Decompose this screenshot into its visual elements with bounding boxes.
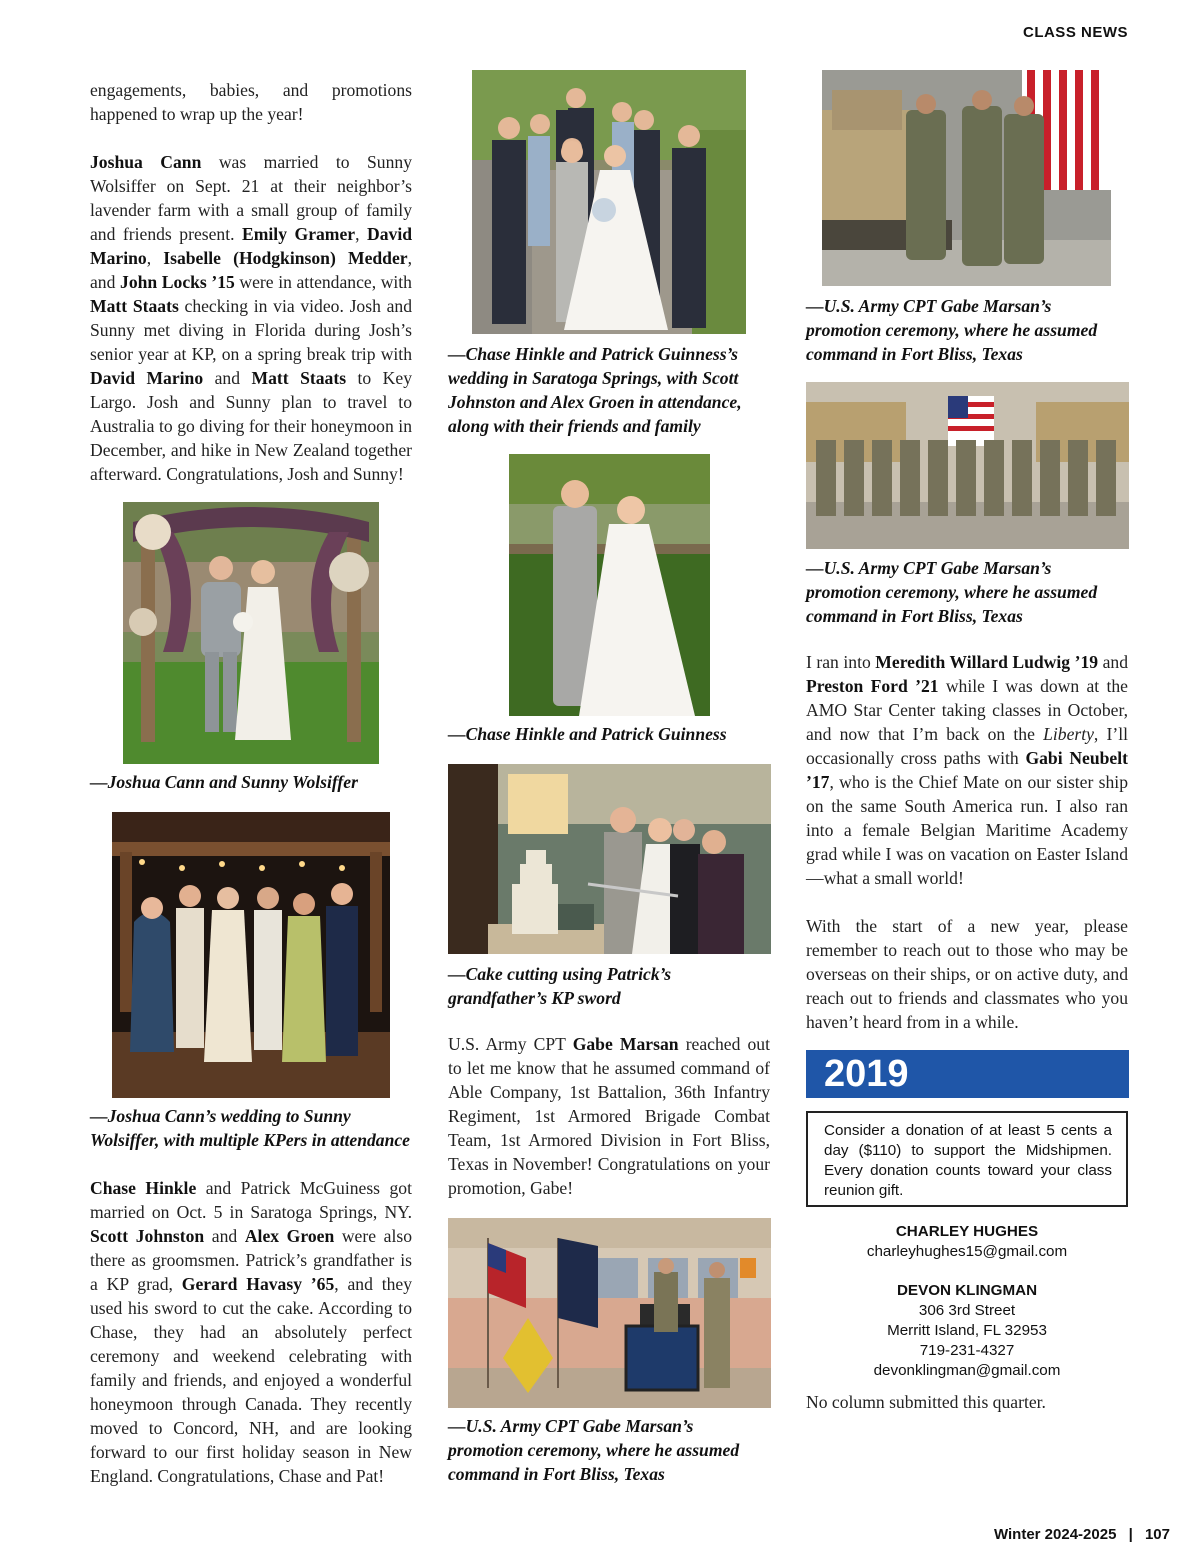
caption-hinkle-guinness: —Chase Hinkle and Patrick Guinness (448, 724, 727, 744)
issue-label: Winter 2024-2025 (993, 1526, 1117, 1543)
contact-name: DEVON KLINGMAN (896, 1282, 1038, 1299)
caption-cann-wolsiffer: —Joshua Cann and Sunny Wolsiffer (90, 772, 358, 792)
contact-charley-hughes (806, 1222, 1128, 1262)
col1-intro-paragraph: engagements, babies, and promotions happened to wrap up the year! (90, 80, 412, 124)
col3-no-column-note: No column submitted this quarter. (806, 1392, 1046, 1412)
col1-hinkle-paragraph: Chase Hinkle and Patrick McGuiness got married on Oct. 5 in Saratoga Springs, NY. Scott Johnston and Alex Groen were also there as groomsmen. Patrick’s grandfather is a KP grad, Gerard Havasy ’65, and they used his sword to cut the cake. According to Chase, they had an absolutely perfect ceremony and weekend celebrating with family and friends, and enjoyed a wonderful honeymoon through Canada. They recently moved to Concord, NH, and are looking forward to our first holiday season in New England. Congratulations, Chase and Pat! (90, 1178, 412, 1486)
page-number: 107 (1144, 1526, 1170, 1543)
col2-marsan-paragraph: U.S. Army CPT Gabe Marsan reached out to let me know that he assumed command of Able Company, 1st Battalion, 36th Infantry Regiment, 1st Armored Brigade Combat Team, 1st Armored Division in Fort Bliss, Texas in November! Congratulations on your promotion, Gabe! (448, 1034, 770, 1198)
photo-cann-wolsiffer-arch (123, 502, 379, 764)
contact-email[interactable]: devonklingman@gmail.com (873, 1362, 1061, 1379)
contact-name: CHARLEY HUGHES (895, 1223, 1039, 1240)
class-year-banner (806, 1050, 1129, 1098)
photo-marsan-ceremony-podium (448, 1218, 771, 1408)
contact-email[interactable]: charleyhughes15@gmail.com (866, 1243, 1068, 1260)
caption-marsan-tank: —U.S. Army CPT Gabe Marsan’s promotion ceremony, where he assumed command in Fort Bliss, Texas (806, 296, 1098, 364)
contact-phone: 719-231-4327 (919, 1342, 1015, 1359)
caption-marsan-podium: —U.S. Army CPT Gabe Marsan’s promotion ceremony, where he assumed command in Fort Bliss, Texas (448, 1416, 740, 1484)
caption-hinkle-wedding-party: —Chase Hinkle and Patrick Guinness’s wedding in Saratoga Springs, with Scott Johnston and Alex Groen in attendance, along with their friends and family (448, 344, 742, 436)
photo-hinkle-guinness-couple (509, 454, 710, 716)
class-year: 2019 (824, 1053, 909, 1095)
photo-marsan-tank (822, 70, 1111, 286)
caption-marsan-formation: —U.S. Army CPT Gabe Marsan’s promotion ceremony, where he assumed command in Fort Bliss, Texas (806, 558, 1098, 626)
photo-cake-cutting (448, 764, 771, 954)
photo-marsan-formation (806, 382, 1129, 549)
col3-reminder-paragraph: With the start of a new year, please remember to reach out to those who may be overseas on their ships, or on active duty, and reach out to friends and classmates who you haven’t heard from in a while. (806, 916, 1128, 1032)
contact-street: 306 3rd Street (918, 1302, 1016, 1319)
col3-ludwig-paragraph: I ran into Meredith Willard Ludwig ’19 and Preston Ford ’21 while I was down at the AMO Star Center taking classes in October, and now that I’m back on the Liberty, I’ll occasionally cross paths with Gabi Neubelt ’17, who is the Chief Mate on our sister ship on the same South America run. I also ran into a female Belgian Maritime Academy grad while I was on vacation on Easter Island—what a small world! (806, 652, 1128, 888)
section-header: CLASS NEWS (1022, 24, 1128, 41)
col1-cann-paragraph: Joshua Cann was married to Sunny Wolsiffer on Sept. 21 at their neighbor’s lavender farm with a small group of family and friends present. Emily Gramer, David Marino, Isabelle (Hodgkinson) Medder, and John Locks ’15 were in attendance, with Matt Staats checking in via video. Josh and Sunny met diving in Florida during Josh’s senior year at KP, on a spring break trip with David Marino and Matt Staats to Key Largo. Josh and Sunny plan to travel to Australia to go diving for their honeymoon in December, and hike in New Zealand together afterward. Congratulations, Josh and Sunny! (90, 152, 413, 484)
donation-box: Consider a donation of at least 5 cents a day ($110) to support the Midshipmen. Every donation counts toward your class reunion gift. (806, 1111, 1128, 1207)
caption-cann-wedding-group: —Joshua Cann’s wedding to Sunny Wolsiffer, with multiple KPers in attendance (90, 1106, 410, 1150)
page-footer (994, 1526, 1170, 1543)
contact-city: Merritt Island, FL 32953 (887, 1322, 1047, 1339)
footer-separator: | (1128, 1526, 1133, 1543)
caption-cake-cutting: —Cake cutting using Patrick’s grandfather’s KP sword (448, 964, 672, 1008)
photo-cann-wedding-group (112, 812, 390, 1098)
contact-devon-klingman (806, 1281, 1128, 1381)
photo-hinkle-wedding-party (472, 70, 746, 334)
